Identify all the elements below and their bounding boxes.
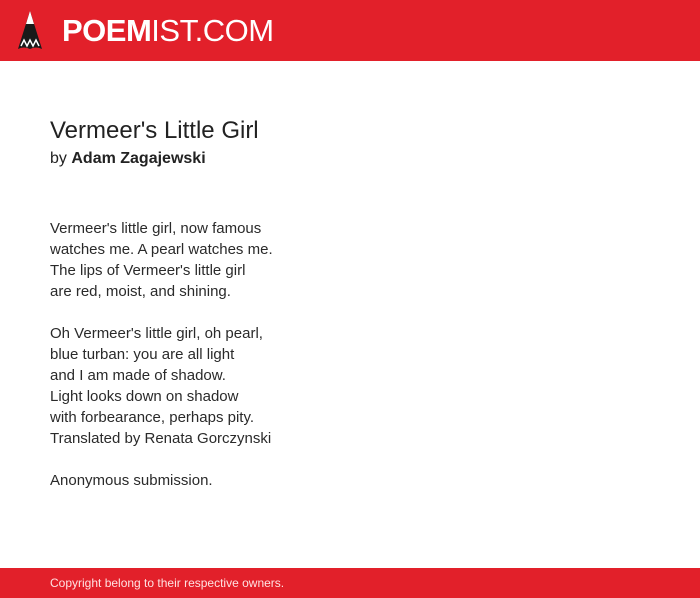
poem-line: are red, moist, and shining. (50, 283, 231, 300)
site-logo[interactable] (62, 11, 274, 51)
poem-line: The lips of Vermeer's little girl (50, 262, 246, 279)
poem-line: with forbearance, perhaps pity. (50, 409, 255, 426)
poem-line: watches me. A pearl watches me. (50, 241, 273, 258)
stanza (50, 323, 273, 449)
stanza (50, 470, 273, 491)
site-footer (0, 568, 700, 598)
logo-light-text: IST.COM (151, 13, 274, 48)
poem-byline (50, 149, 206, 169)
site-header (0, 0, 700, 61)
logo-bold-text: POEM (62, 13, 152, 48)
submission-note: Anonymous submission. (50, 472, 213, 489)
poem-title: Vermeer's Little Girl (50, 117, 259, 144)
poem-line: Oh Vermeer's little girl, oh pearl, (50, 325, 263, 342)
by-label: by (50, 150, 67, 167)
poem-line: Vermeer's little girl, now famous (50, 220, 262, 237)
author-name: Adam Zagajewski (71, 150, 206, 167)
pencil-logo-icon[interactable] (17, 10, 43, 52)
stanza (50, 218, 273, 302)
copyright-text: Copyright belong to their respective owners. (50, 576, 285, 590)
poem-body (50, 218, 273, 512)
poem-line: and I am made of shadow. (50, 367, 226, 384)
translator-credit: Translated by Renata Gorczynski (50, 430, 272, 447)
poem-line: Light looks down on shadow (50, 388, 239, 405)
poem-line: blue turban: you are all light (50, 346, 235, 363)
